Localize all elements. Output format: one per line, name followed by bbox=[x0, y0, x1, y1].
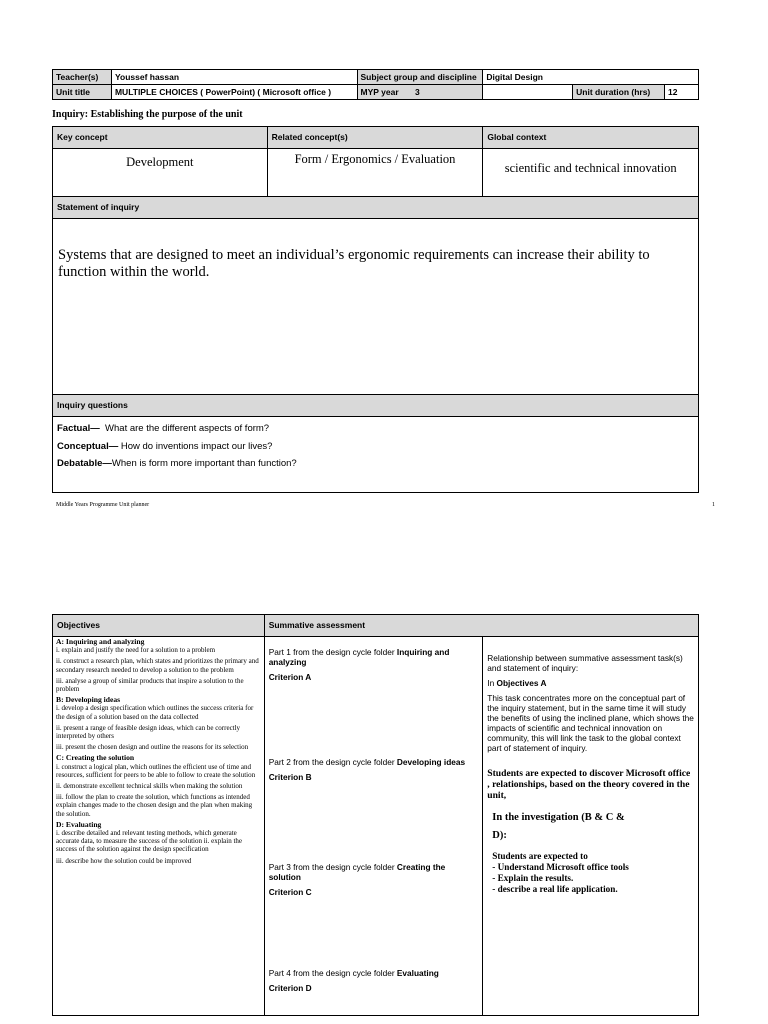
summative-part-2: Part 2 from the design cycle folder Developing ideas Criterion B bbox=[269, 757, 479, 782]
factual-question: Factual— What are the different aspects of form? bbox=[57, 423, 270, 434]
teacher-label: Teacher(s) bbox=[53, 70, 112, 85]
inquiry-questions-body bbox=[53, 417, 699, 493]
footer-text: Middle Years Programme Unit planner bbox=[56, 502, 150, 508]
summative-part-1: Part 1 from the design cycle folder Inquiring and analyzing Criterion A bbox=[269, 647, 479, 682]
summative-part-3: Part 3 from the design cycle folder Creating the solution Criterion C bbox=[269, 862, 479, 897]
summative-label: Summative assessment bbox=[264, 615, 698, 637]
objectives-label: Objectives bbox=[53, 615, 265, 637]
global-context-value: scientific and technical innovation bbox=[483, 149, 699, 197]
relationship-investigation: In the investigation (B & C & D): bbox=[492, 812, 625, 841]
duration-value: 12 bbox=[665, 85, 699, 100]
unit-title-label: Unit title bbox=[53, 85, 112, 100]
relationship-intro: Relationship between summative assessment task(s) and statement of inquiry: bbox=[487, 653, 683, 673]
objective-c-iii: iii. follow the plan to create the solution, which functions as intended explain changes made to the chosen design and the plan when making the solution. bbox=[56, 793, 253, 818]
related-concepts-value: Form / Ergonomics / Evaluation bbox=[267, 149, 483, 197]
objective-b-ii: ii. present a range of feasible design ideas, which can be correctly interpreted by others bbox=[56, 723, 241, 741]
criterion-a: Criterion A bbox=[268, 672, 312, 682]
objective-c-i: i. construct a logical plan, which outlines the efficient use of time and resources, sufficient for peers to be able to follow to create the solution bbox=[56, 762, 256, 779]
objectives-table bbox=[52, 614, 699, 1016]
unit-header-table bbox=[52, 69, 699, 100]
criterion-b: Criterion B bbox=[268, 772, 312, 782]
myp-year-cell bbox=[357, 85, 483, 100]
unit-title-value: MULTIPLE CHOICES ( PowerPoint) ( Microsoft office ) bbox=[111, 85, 357, 100]
criterion-c: Criterion C bbox=[268, 887, 312, 897]
duration-label: Unit duration (hrs) bbox=[573, 85, 665, 100]
objective-a-iii: iii. analyse a group of similar products that inspire a solution to the problem bbox=[56, 676, 244, 694]
relationship-students-2: Students are expected to bbox=[492, 851, 588, 861]
objective-b-i: i. develop a design specification which outlines the success criteria for the design of a solution based on the data collected bbox=[56, 704, 254, 721]
objective-d-i: i. describe detailed and relevant testing methods, which generate accurate data, to measure the success of the solution ii. explain the success of the solution against the design specification bbox=[56, 829, 243, 854]
inquiry-section-title: Inquiry: Establishing the purpose of the unit bbox=[52, 109, 243, 120]
objective-a-i: i. explain and justify the need for a solution to a problem bbox=[56, 646, 216, 655]
related-concepts-label: Related concept(s) bbox=[267, 127, 483, 149]
criterion-d: Criterion D bbox=[268, 983, 312, 993]
objective-b-iii: iii. present the chosen design and outline the reasons for its selection bbox=[56, 743, 249, 752]
statement-text: Systems that are designed to meet an individual’s ergonomic requirements can increase their ability to function within the world. bbox=[53, 219, 699, 395]
debatable-question: Debatable—When is form more important than function? bbox=[57, 458, 297, 469]
myp-year-value: 3 bbox=[415, 87, 420, 97]
statement-label: Statement of inquiry bbox=[53, 197, 699, 219]
relationship-paragraph: This task concentrates more on the conceptual part of the inquiry statement, but in the same time it will study the benefits of using the inclined plane, which shows the impacts of scientific and technical innovation on community, this will link the task to the global context part of statement of inquiry. bbox=[487, 693, 694, 753]
relationship-in: In Objectives A bbox=[487, 678, 547, 688]
page-number: 1 bbox=[712, 502, 715, 508]
objective-b-title: B: Developing ideas bbox=[56, 695, 121, 705]
concept-table bbox=[52, 126, 699, 493]
key-concept-value: Development bbox=[53, 149, 268, 197]
objective-d-iii: iii. describe how the solution could be improved bbox=[56, 856, 192, 865]
objective-c-ii: ii. demonstrate excellent technical skills when making the solution bbox=[56, 782, 243, 791]
teacher-value: Youssef hassan bbox=[111, 70, 357, 85]
subject-value: Digital Design bbox=[483, 70, 699, 85]
objective-c-title: C: Creating the solution bbox=[56, 753, 135, 763]
summative-part-4: Part 4 from the design cycle folder Evaluating Criterion D bbox=[269, 968, 479, 993]
inquiry-questions-label: Inquiry questions bbox=[53, 395, 699, 417]
global-context-label: Global context bbox=[483, 127, 699, 149]
conceptual-question: Conceptual— How do inventions impact our lives? bbox=[57, 440, 273, 452]
objective-d-title: D: Evaluating bbox=[56, 819, 102, 829]
relationship-column bbox=[483, 637, 699, 1016]
objective-a-title: A: Inquiring and analyzing bbox=[56, 637, 145, 646]
subject-label: Subject group and discipline bbox=[357, 70, 483, 85]
relationship-bullet-1: - Understand Microsoft office tools bbox=[492, 862, 629, 872]
relationship-bullet-3: - describe a real life application. bbox=[492, 884, 618, 894]
relationship-students-1: Students are expected to discover Microsoft office , relationships, based on the theory covered in the unit, bbox=[487, 768, 691, 801]
myp-year-label: MYP year bbox=[360, 87, 399, 97]
objectives-list bbox=[53, 637, 265, 1016]
relationship-bullet-2: - Explain the results. bbox=[492, 873, 574, 883]
blank-cell bbox=[483, 85, 573, 100]
summative-parts bbox=[264, 637, 483, 1016]
key-concept-label: Key concept bbox=[53, 127, 268, 149]
objective-a-ii: ii. construct a research plan, which states and prioritizes the primary and secondary research needed to develop a solution to the problem bbox=[56, 657, 259, 674]
